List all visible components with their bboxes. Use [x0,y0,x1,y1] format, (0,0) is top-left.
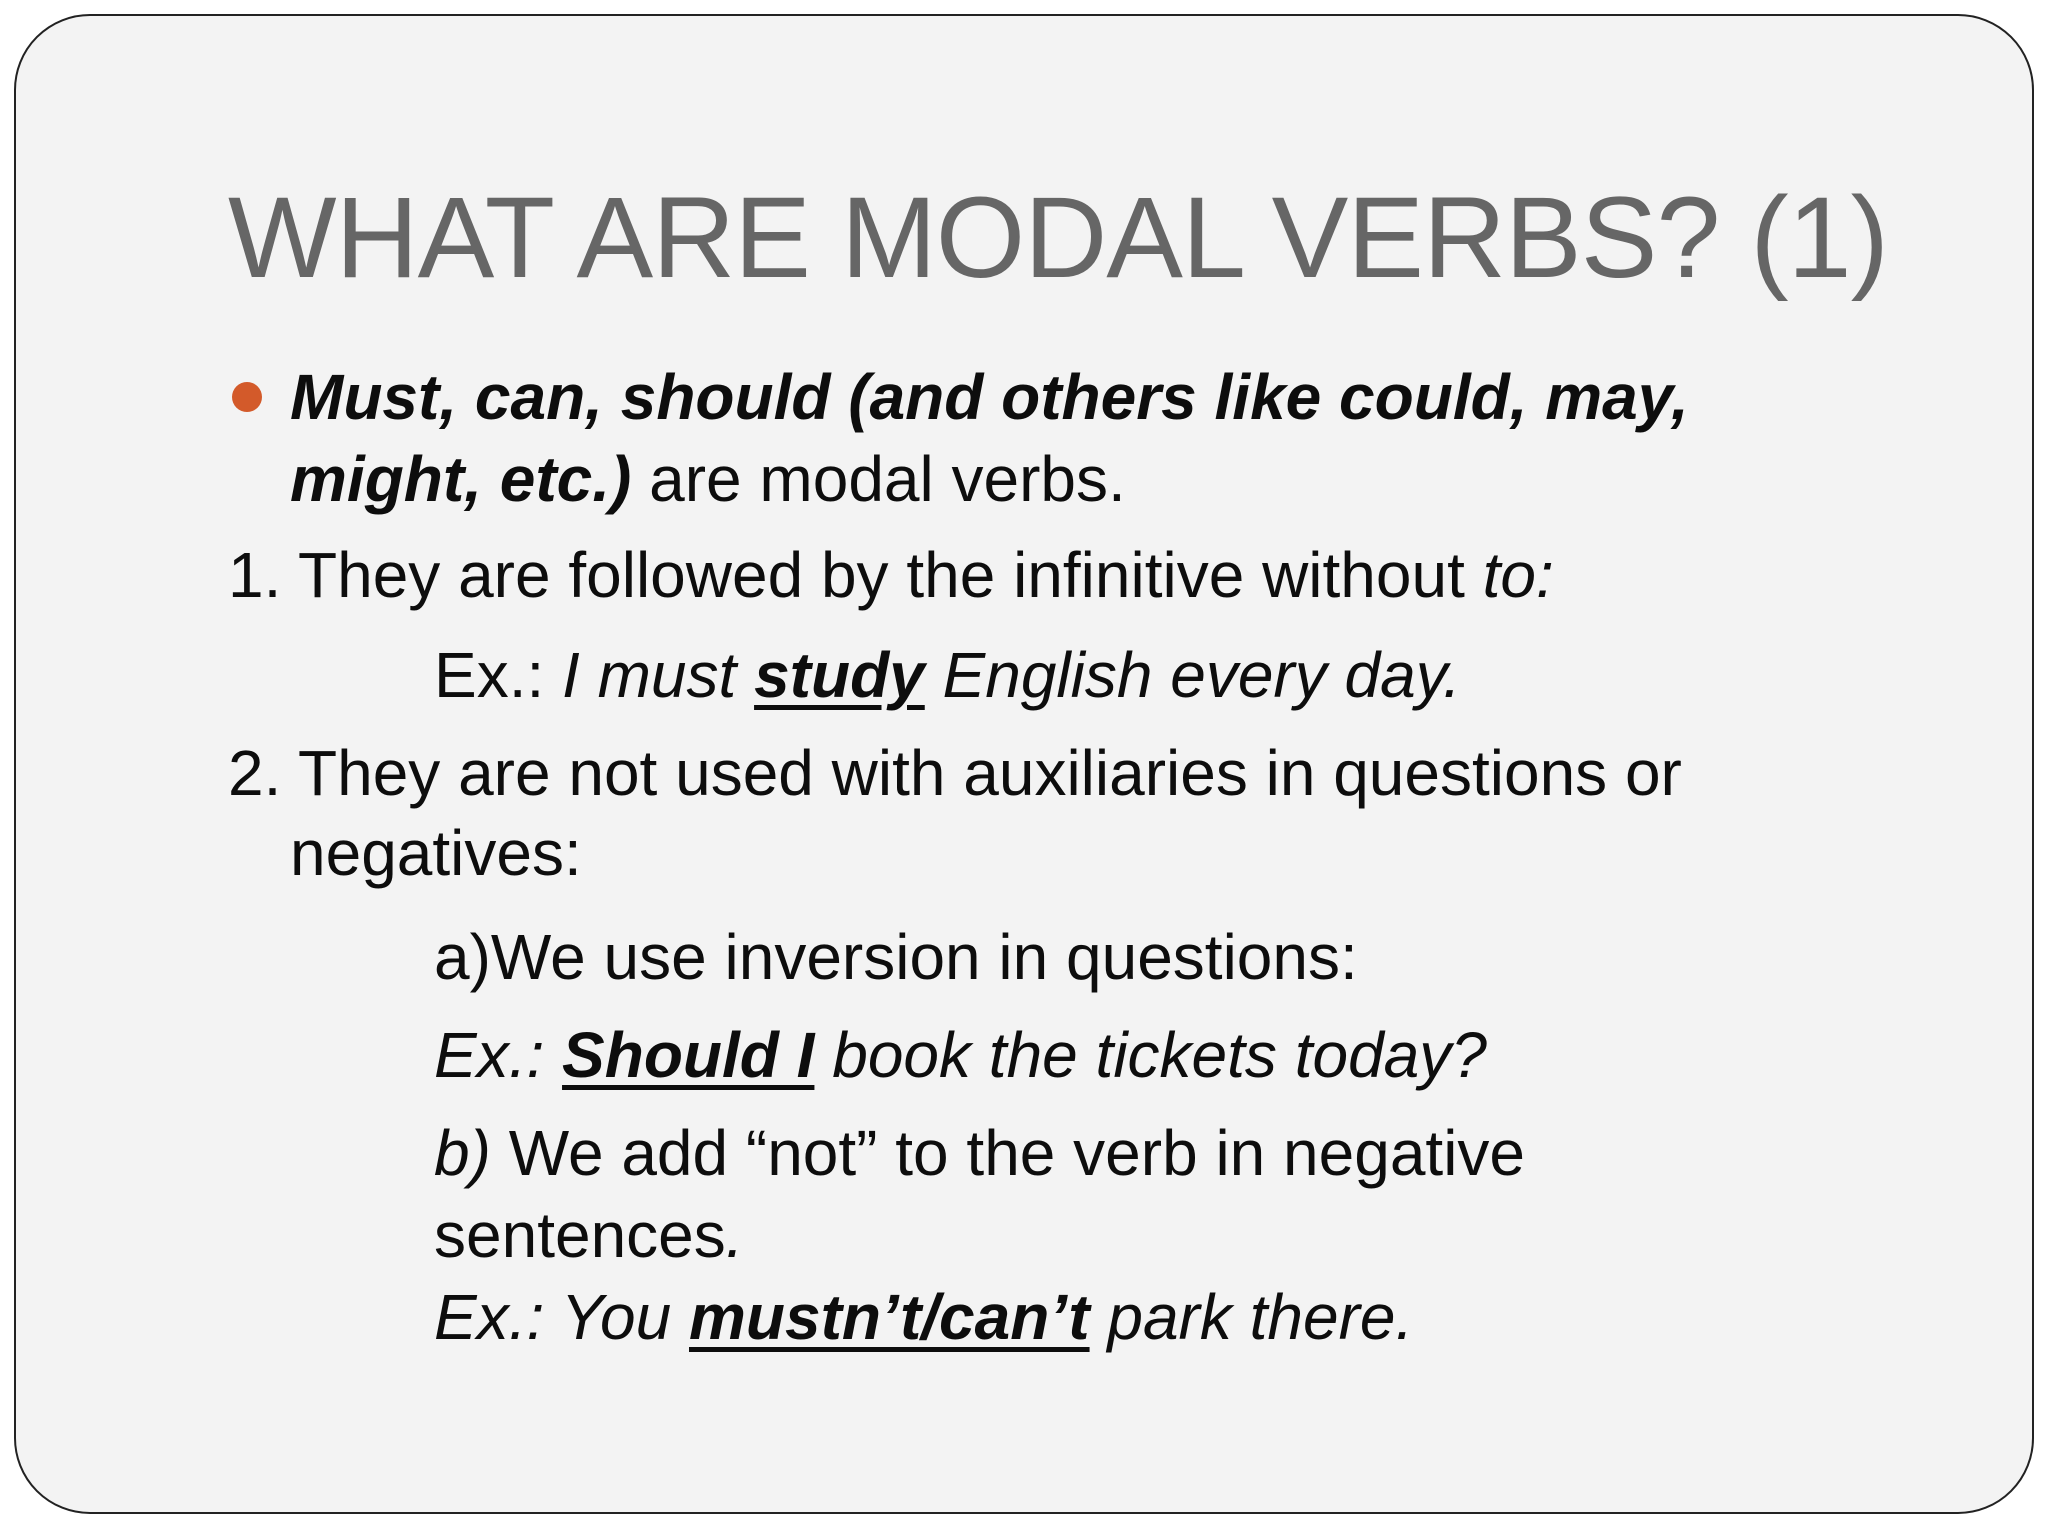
example-2-prefix: Ex.: [434,1019,563,1091]
example-2-after: book the tickets today? [814,1019,1487,1091]
example-3 [434,1276,1413,1358]
example-3-after: park there. [1089,1281,1414,1353]
list-item-1 [228,534,1554,616]
sub-item-b-line-2 [434,1194,744,1276]
sub-item-b-text: We add “not” to the verb in negative [490,1117,1525,1189]
example-2-emphasis: Should I [562,1019,815,1091]
bullet-dot-icon [232,382,262,412]
sub-item-b-line-1 [434,1112,1525,1194]
example-3-prefix: Ex.: You [434,1281,689,1353]
bullet-line-2 [290,438,1126,520]
slide [14,14,2034,1514]
list-item-1-text: 1. They are followed by the infinitive without [228,539,1483,611]
list-item-2-line-1: 2. They are not used with auxiliaries in questions or [228,737,1682,809]
sub-item-a: a)We use inversion in questions: [434,921,1358,993]
example-1-prefix: Ex.: [434,639,563,711]
example-1-emphasis: study [754,639,925,711]
sub-item-b-period: . [725,1199,744,1271]
bullet-rest: are modal verbs. [631,443,1126,515]
sub-item-b-label: b) [434,1117,491,1189]
example-1-before: I must [562,639,755,711]
example-1 [434,634,1461,716]
bullet-line-1 [290,356,1689,438]
modal-examples-bold-2: might, etc.) [290,443,632,515]
modal-examples-bold: Must, can, should (and others like could, may, [290,361,1689,433]
example-1-after: English every day. [924,639,1461,711]
slide-title: WHAT ARE MODAL VERBS? (1) [228,174,1888,302]
list-item-1-italic: to: [1482,539,1554,611]
sub-item-b-text-2: sentences [434,1199,726,1271]
list-item-2-line-2: negatives: [290,817,582,889]
example-2 [434,1014,1487,1096]
example-3-emphasis: mustn’t/can’t [689,1281,1090,1353]
